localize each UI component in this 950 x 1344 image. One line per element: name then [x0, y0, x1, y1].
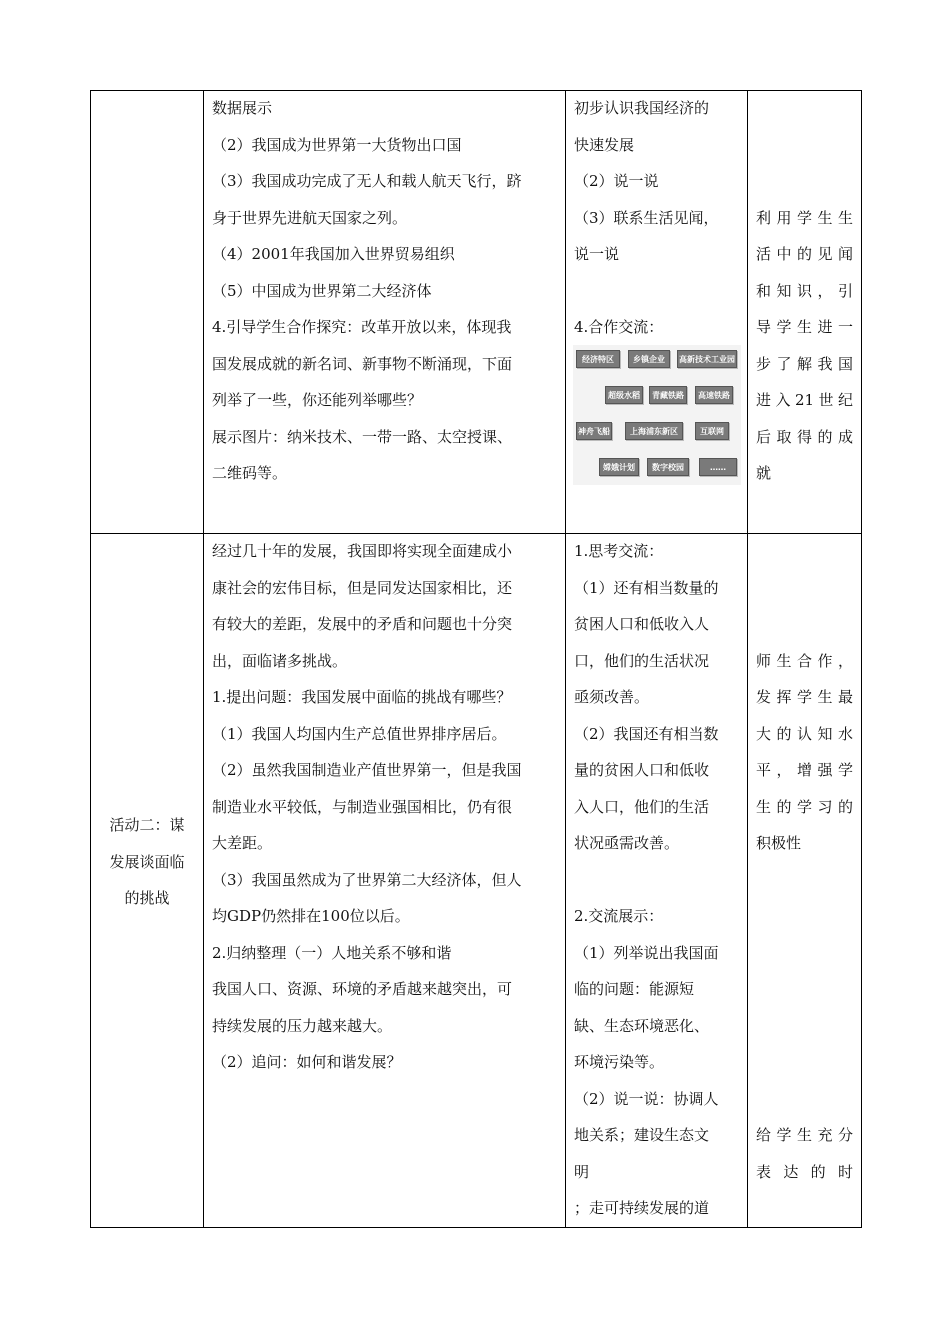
text-line: 4.合作交流：: [574, 318, 664, 336]
text-line: 环境污染等。: [574, 1053, 665, 1071]
text-line: 大差距。: [212, 834, 273, 852]
text-line: 发挥学生最: [756, 688, 853, 706]
text-line: 说一说: [574, 245, 620, 263]
keyword-tags-image: [573, 345, 741, 485]
row2-student-cell: [574, 533, 740, 1227]
text-line: 制造业水平较低，与制造业强国相比，仍有很: [212, 797, 513, 816]
text-line: （2）说一说: [574, 172, 659, 190]
text-line: （4）2001年我国加入世界贸易组织: [212, 245, 455, 263]
text-line: 师生合作，: [756, 651, 853, 670]
text-line: （3）我国虽然成为了世界第二大经济体，但人: [212, 870, 522, 889]
text-line: 量的贫困人口和低收: [574, 761, 710, 779]
text-line: ；走可持续发展的道: [574, 1199, 710, 1217]
tag: 超级水稻: [605, 386, 643, 404]
text-line: 贫困人口和低收入人: [574, 615, 710, 633]
row1-teacher-cell: [212, 90, 557, 492]
text-line: [756, 606, 853, 643]
text-line: 导学生进一: [756, 318, 853, 336]
row2-teacher-cell: [212, 533, 557, 1081]
text-line: 均GDP仍然排在100位以后。: [212, 907, 410, 925]
text-line: [756, 533, 853, 570]
text-line: 活动二：谋: [109, 816, 185, 834]
text-line: 的挑战: [124, 889, 170, 907]
text-line: 缺、生态环境恶化、: [574, 1016, 710, 1035]
text-line: 经过几十年的发展，我国即将实现全面建成小: [212, 542, 513, 560]
text-line: 我国人口、资源、环境的矛盾越来越突出，可: [212, 980, 513, 998]
text-line: [574, 273, 740, 310]
row1-student-cell: [574, 90, 740, 346]
table-border-right: [861, 90, 862, 1228]
tag: 神舟飞船: [576, 422, 612, 440]
text-line: 进入21世纪: [756, 391, 853, 409]
column-divider-2: [565, 90, 566, 1228]
text-line: （3）我国成功完成了无人和载人航天飞行，跻: [212, 172, 522, 190]
text-line: 发展谈面临: [109, 852, 185, 871]
text-line: 给学生充分: [756, 1126, 853, 1144]
text-line: 大的认知水: [756, 724, 853, 743]
text-line: 地关系；建设生态文: [574, 1126, 710, 1144]
tag: 高速铁路: [695, 386, 733, 404]
tag: 嫦娥计划: [599, 458, 639, 476]
tag: 互联网: [695, 422, 729, 440]
text-line: [756, 127, 853, 164]
text-line: 初步认识我国经济的: [574, 99, 710, 117]
text-line: 4.引导学生合作探究：改革开放以来，体现我: [212, 318, 512, 336]
text-line: 二维码等。: [212, 464, 288, 482]
text-line: 步了解我国: [756, 354, 853, 373]
text-line: [756, 971, 853, 1008]
text-line: 1.提出问题：我国发展中面临的挑战有哪些？: [212, 688, 512, 706]
text-line: [574, 862, 740, 899]
text-line: 和知识，引: [756, 281, 853, 300]
text-line: [756, 935, 853, 972]
text-line: 身于世界先进航天国家之列。: [212, 208, 408, 227]
text-line: 口，他们的生活状况: [574, 651, 710, 670]
column-divider-3: [747, 90, 748, 1228]
text-line: 快速发展: [574, 135, 635, 154]
tag: 青藏铁路: [649, 386, 687, 404]
text-line: （1）还有相当数量的: [574, 578, 719, 597]
text-line: 亟须改善。: [574, 688, 650, 706]
text-line: 活中的见闻: [756, 245, 853, 263]
text-line: [756, 163, 853, 200]
text-line: （3）联系生活见闻，: [574, 208, 719, 227]
text-line: 展示图片：纳米技术、一带一路、太空授课、: [212, 427, 513, 446]
text-line: （5）中国成为世界第二大经济体: [212, 281, 432, 300]
tag: 上海浦东新区: [625, 422, 683, 440]
text-line: 数据展示: [212, 99, 273, 117]
text-line: （2）虽然我国制造业产值世界第一，但是我国: [212, 761, 522, 779]
text-line: 2.归纳整理（一）人地关系不够和谐: [212, 943, 452, 962]
text-line: [756, 90, 853, 127]
row2-activity-cell: [94, 807, 200, 917]
text-line: （1）列举说出我国面: [574, 943, 719, 962]
text-line: （1）我国人均国内生产总值世界排序居后。: [212, 724, 507, 743]
text-line: 持续发展的压力越来越大。: [212, 1016, 393, 1035]
text-line: 入人口，他们的生活: [574, 797, 710, 816]
text-line: （2）追问：如何和谐发展？: [212, 1053, 402, 1071]
text-line: 后取得的成: [756, 427, 853, 446]
text-line: 明: [574, 1162, 590, 1181]
tag: 数字校园: [647, 458, 689, 476]
tag: ……: [699, 458, 737, 476]
text-line: [756, 1081, 853, 1118]
tag: 乡镇企业: [628, 350, 670, 368]
text-line: 临的问题：能源短: [574, 980, 695, 998]
text-line: 生的学习的: [756, 797, 853, 816]
column-divider-1: [203, 90, 204, 1228]
table-border-left: [90, 90, 91, 1228]
row2-intent-cell: [756, 533, 853, 1190]
text-line: 平，增强学: [756, 761, 853, 779]
row1-intent-cell: [756, 90, 853, 492]
text-line: 利用学生生: [756, 208, 853, 227]
tag: 高新技术工业园: [677, 350, 737, 368]
text-line: 2.交流展示：: [574, 907, 664, 925]
text-line: [756, 898, 853, 935]
text-line: [756, 570, 853, 607]
text-line: （2）说一说：协调人: [574, 1089, 719, 1108]
text-line: [756, 1008, 853, 1045]
text-line: 有较大的差距，发展中的矛盾和问题也十分突: [212, 615, 513, 633]
text-line: 列举了一些，你还能列举哪些？: [212, 391, 423, 409]
text-line: 康社会的宏伟目标，但是同发达国家相比，还: [212, 578, 513, 597]
text-line: 积极性: [756, 834, 802, 852]
text-line: 就: [756, 464, 772, 482]
text-line: [756, 862, 853, 899]
text-line: 表达的时: [756, 1162, 853, 1181]
tag: 经济特区: [576, 350, 620, 368]
text-line: [756, 1044, 853, 1081]
text-line: 1.思考交流：: [574, 542, 664, 560]
text-line: （2）我国还有相当数: [574, 724, 719, 743]
text-line: 出，面临诸多挑战。: [212, 651, 348, 670]
text-line: 状况亟需改善。: [574, 834, 680, 852]
text-line: （2）我国成为世界第一大货物出口国: [212, 135, 462, 154]
text-line: 国发展成就的新名词、新事物不断涌现，下面: [212, 354, 513, 373]
